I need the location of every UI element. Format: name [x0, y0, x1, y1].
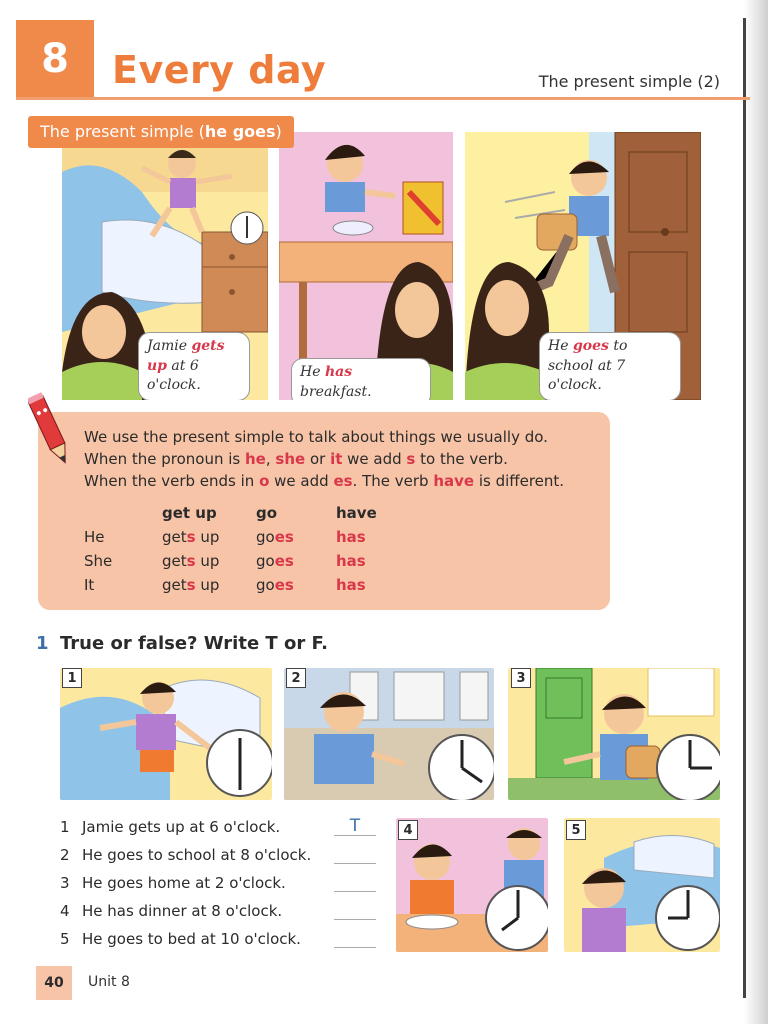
question-1: 1 Jamie gets up at 6 o'clock. [60, 818, 281, 836]
picture-label-1: 1 [62, 668, 82, 688]
question-4: 4 He has dinner at 8 o'clock. [60, 902, 283, 920]
answer-field-1[interactable]: T [334, 816, 376, 836]
grammar-row-have: has [336, 576, 366, 594]
page-gutter-shadow [744, 0, 768, 1024]
grammar-row-getup: gets up [162, 552, 220, 570]
grammar-box [38, 412, 610, 610]
grammar-row-pronoun: She [84, 552, 113, 570]
grammar-row-getup: gets up [162, 528, 220, 546]
grammar-row-go: goes [256, 528, 294, 546]
answer-field-2[interactable] [334, 844, 376, 864]
picture-label-3: 3 [511, 668, 531, 688]
exercise-title: True or false? Write T or F. [60, 633, 328, 654]
exercise-number: 1 [36, 633, 49, 654]
question-3: 3 He goes home at 2 o'clock. [60, 874, 286, 892]
section-tab: The present simple (he goes) [28, 116, 294, 148]
story-panel-3 [465, 132, 701, 400]
header-rule [16, 97, 750, 100]
page-number: 40 [36, 966, 72, 1000]
grammar-col-have: have [336, 504, 377, 522]
page-edge-line [743, 18, 746, 998]
grammar-line-1: We use the present simple to talk about things we usually do. [84, 428, 548, 446]
unit-subtitle: The present simple (2) [538, 72, 720, 91]
answer-field-5[interactable] [334, 928, 376, 948]
grammar-col-go: go [256, 504, 278, 522]
exercise-picture-3 [508, 668, 720, 800]
question-5: 5 He goes to bed at 10 o'clock. [60, 930, 301, 948]
picture-label-5: 5 [566, 820, 586, 840]
question-2: 2 He goes to school at 8 o'clock. [60, 846, 312, 864]
speech-bubble-1: Jamie gets up at 6 o'clock. [138, 332, 250, 400]
speech-bubble-2: He has breakfast. [291, 358, 431, 400]
pencil-mascot-icon [28, 390, 72, 470]
grammar-col-getup: get up [162, 504, 217, 522]
grammar-row-getup: gets up [162, 576, 220, 594]
unit-title: Every day [112, 48, 327, 92]
grammar-row-go: goes [256, 576, 294, 594]
answer-field-4[interactable] [334, 900, 376, 920]
grammar-row-have: has [336, 552, 366, 570]
exercise-picture-2 [284, 668, 494, 800]
grammar-line-2: When the pronoun is he, she or it we add s to the verb. [84, 450, 508, 468]
picture-label-4: 4 [398, 820, 418, 840]
story-panel-2 [279, 132, 453, 400]
grammar-row-go: goes [256, 552, 294, 570]
picture-label-2: 2 [286, 668, 306, 688]
grammar-line-3: When the verb ends in o we add es. The verb have is different. [84, 472, 565, 490]
unit-number: 8 [41, 36, 69, 82]
exercise-picture-1 [60, 668, 272, 800]
grammar-row-have: has [336, 528, 366, 546]
grammar-row-pronoun: It [84, 576, 95, 594]
grammar-row-pronoun: He [84, 528, 105, 546]
unit-number-box [16, 20, 94, 98]
exercise-picture-4 [396, 818, 548, 952]
exercise-picture-5 [564, 818, 720, 952]
story-panel-1 [62, 132, 268, 400]
footer-unit-label: Unit 8 [88, 974, 130, 990]
speech-bubble-3: He goes to school at 7 o'clock. [539, 332, 681, 400]
answer-field-3[interactable] [334, 872, 376, 892]
